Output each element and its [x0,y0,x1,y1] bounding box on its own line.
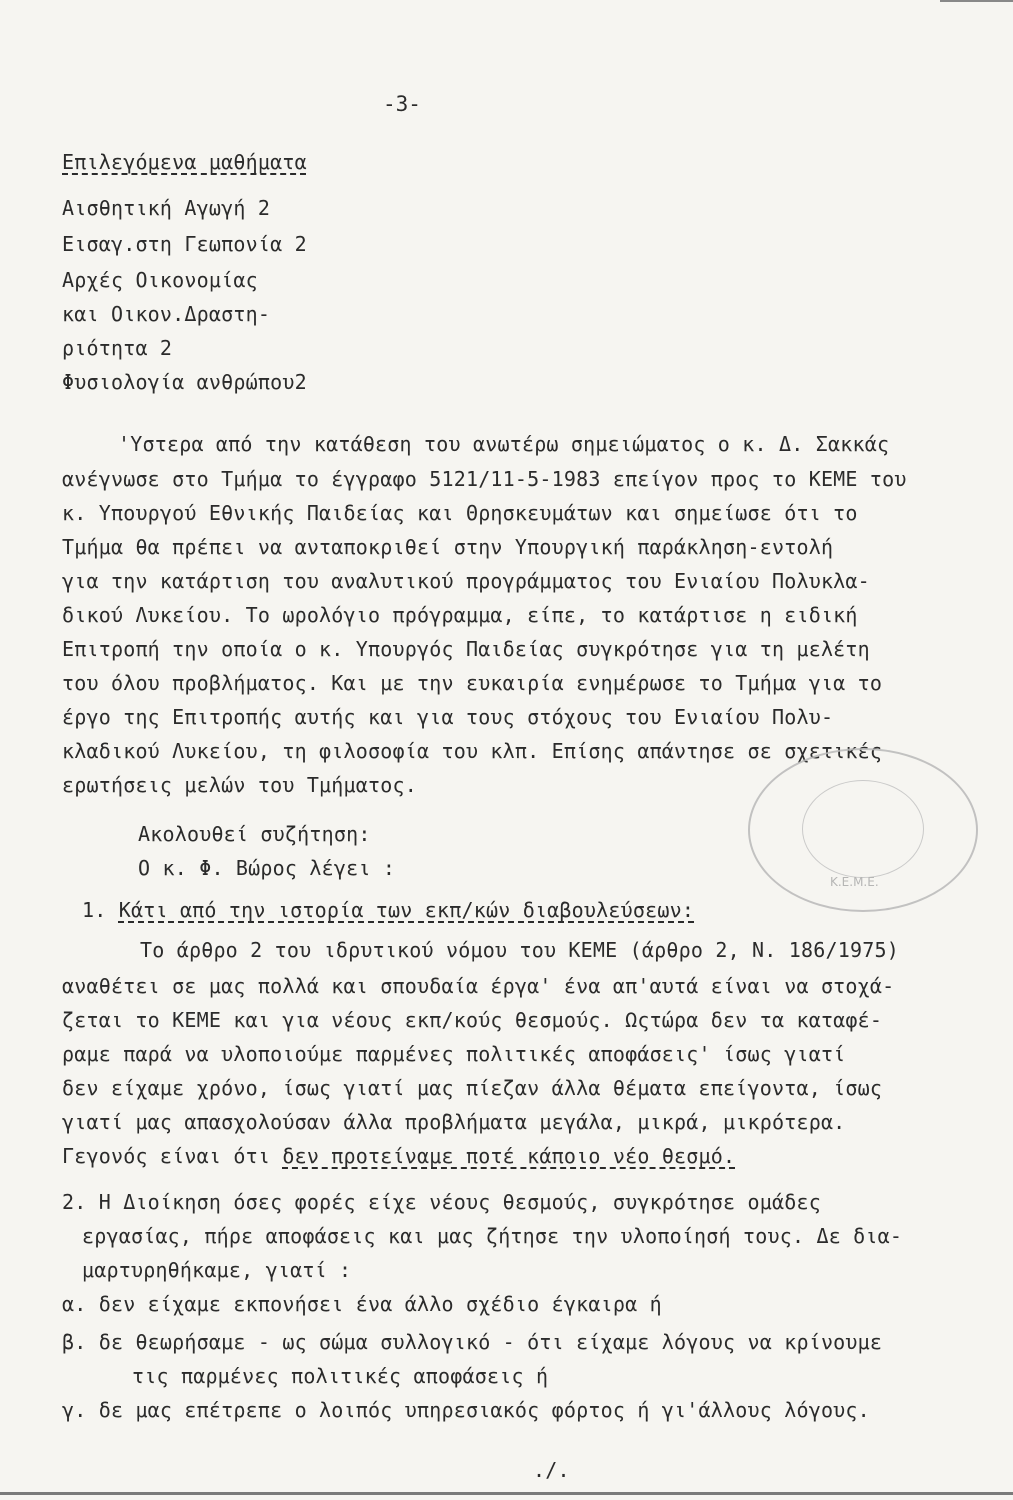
speaker-line: Ο κ. Φ. Βώρος λέγει : [138,856,396,880]
paragraph-line: ραμε παρά να υλοποιούμε παρμένες πολιτικές αποφάσεις' ίσως γιατί [62,1042,846,1066]
paragraph-line: για την κατάρτιση του αναλυτικού προγράμματος του Ενιαίου Πολυκλα- [62,569,870,593]
elective-item: ριότητα 2 [62,336,173,360]
official-stamp [748,748,978,912]
paragraph-line: αναθέτει σε μας πολλά και σπουδαία έργα' ένα απ'αυτά είναι να στοχά- [62,974,895,998]
paragraph-line: εργασίας, πήρε αποφάσεις και μας ζήτησε την υλοποίησή τους. Δε δια- [82,1224,903,1248]
point-1-conclusion-underlined: δεν προτείναμε ποτέ κάποιο νέο θεσμό. [282,1144,736,1168]
paragraph-line: έργο της Επιτροπής αυτής και για τους στόχους του Ενιαίου Πολυ- [62,705,834,729]
paragraph-line: ερωτήσεις μελών του Τμήματος. [62,773,417,797]
paragraph-line: 'Υστερα από την κατάθεση του ανωτέρω σημειώματος ο κ. Δ. Σακκάς [118,432,890,456]
paragraph-line: 2. Η Διοίκηση όσες φορές είχε νέους θεσμούς, συγκρότησε ομάδες [62,1190,821,1214]
paragraph-line: κλαδικού Λυκείου, τη φιλοσοφία του κλπ. Επίσης απάντησε σε σχετικές [62,739,883,763]
elective-item: Αισθητική Αγωγή 2 [62,196,271,220]
continuation-mark: ./. [533,1458,570,1482]
point-1-conclusion-prefix: Γεγονός είναι ότι [62,1144,283,1168]
paragraph-line: Το άρθρο 2 του ιδρυτικού νόμου του ΚΕΜΕ (άρθρο 2, Ν. 186/1975) [140,938,899,962]
point-1-title: Κάτι από την ιστορία των εκπ/κών διαβουλεύσεων: [118,898,695,922]
paragraph-line: ζεται το ΚΕΜΕ και για νέους εκπ/κούς θεσμούς. Ωςτώρα δεν τα καταφέ- [62,1008,883,1032]
stamp-label: Κ.Ε.Μ.Ε. [830,875,879,889]
paragraph-line: του όλου προβλήματος. Και με την ευκαιρία ενημέρωσε το Τμήμα για το [62,671,883,695]
list-item: α. δεν είχαμε εκπονήσει ένα άλλο σχέδιο έγκαιρα ή [62,1292,662,1316]
elective-item: Αρχές Οικονομίας [62,268,258,292]
point-1-number: 1. [82,898,107,922]
paragraph-line: ανέγνωσε στο Τμήμα το έγγραφο 5121/11-5-1983 επείγον προς το ΚΕΜΕ του [62,467,907,491]
paragraph-line: γιατί μας απασχολούσαν άλλα προβλήματα μεγάλα, μικρά, μικρότερα. [62,1110,846,1134]
paragraph-line: δεν είχαμε χρόνο, ίσως γιατί μας πίεζαν άλλα θέματα επείγοντα, ίσως [62,1076,883,1100]
elective-item: Εισαγ.στη Γεωπονία 2 [62,232,307,256]
paragraph-line: δικού Λυκείου. Το ωρολόγιο πρόγραμμα, είπε, το κατάρτισε η ειδική [62,603,858,627]
paragraph-line: Επιτροπή την οποία ο κ. Υπουργός Παιδείας συγκρότησε για τη μελέτη [62,637,870,661]
discussion-intro: Ακολουθεί συζήτηση: [138,822,371,846]
paragraph-line: κ. Υπουργού Εθνικής Παιδείας και Θρησκευμάτων και σημείωσε ότι το [62,501,858,525]
point-1-title-line [82,898,694,922]
electives-heading: Επιλεγόμενα μαθήματα [62,150,307,174]
scan-edge-line [940,0,1013,2]
list-item: γ. δε μας επέτρεπε ο λοιπός υπηρεσιακός φόρτος ή γι'άλλους λόγους. [62,1398,870,1422]
scan-edge-line [0,1492,1013,1495]
list-item: τις παρμένες πολιτικές αποφάσεις ή [132,1364,549,1388]
paragraph-line: μαρτυρηθήκαμε, γιατί : [82,1258,352,1282]
paragraph-line [62,1144,735,1168]
list-item: β. δε θεωρήσαμε - ως σώμα συλλογικό - ότι είχαμε λόγους να κρίνουμε [62,1330,883,1354]
stamp-emblem [802,780,924,878]
elective-item: Φυσιολογία ανθρώπου2 [62,370,307,394]
page-number: -3- [383,92,421,116]
paragraph-line: Τμήμα θα πρέπει να ανταποκριθεί στην Υπουργική παράκληση-εντολή [62,535,834,559]
elective-item: και Οικον.Δραστη- [62,302,271,326]
